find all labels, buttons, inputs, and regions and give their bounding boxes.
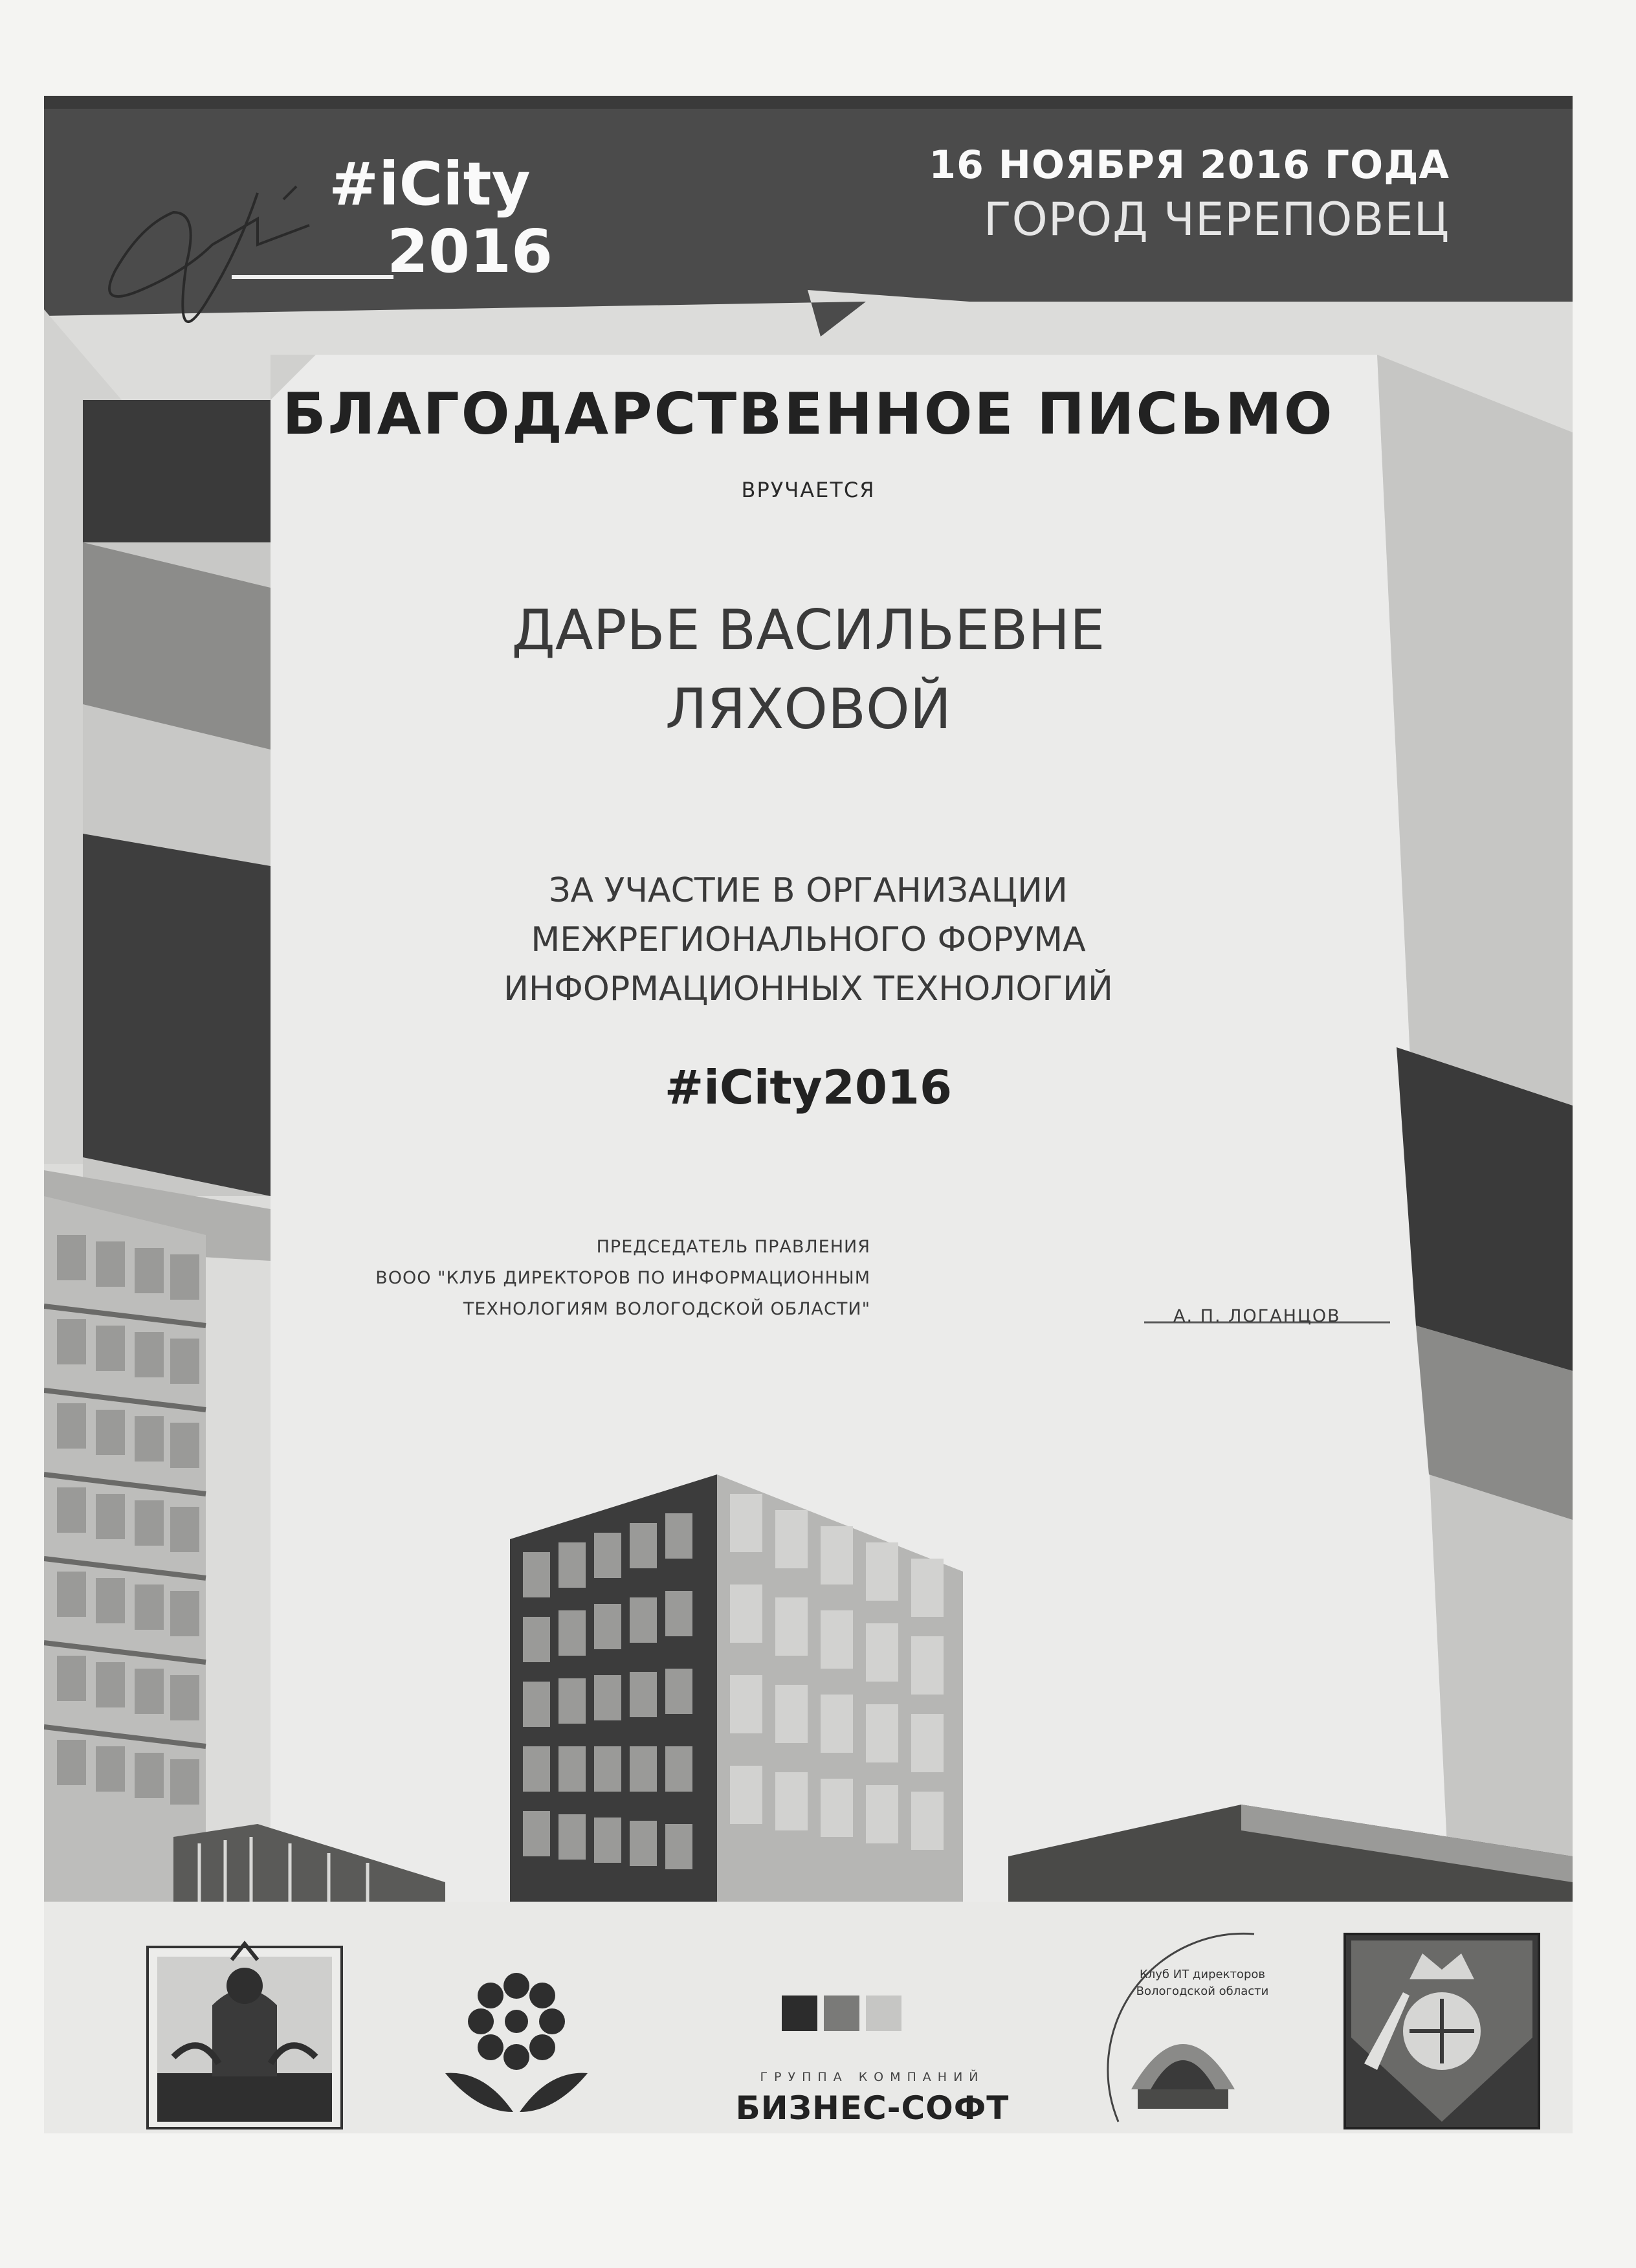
- business-soft-caption: ГРУППА КОМПАНИЙ: [760, 2070, 985, 2084]
- signatory-position-line-1: ПРЕДСЕДАТЕЛЬ ПРАВЛЕНИЯ: [596, 1237, 870, 1257]
- presented-label: ВРУЧАЕТСЯ: [741, 478, 876, 502]
- left-glass-building: [44, 1196, 206, 1902]
- logo-line-1: #iCity: [329, 150, 531, 219]
- signatory-position-line-2: ВООО "КЛУБ ДИРЕКТОРОВ ПО ИНФОРМАЦИОННЫМ: [375, 1268, 870, 1288]
- recipient-name: [44, 591, 1573, 749]
- event-date: 16 НОЯБРЯ 2016 ГОДА: [929, 142, 1450, 188]
- document-title: БЛАГОДАРСТВЕННОЕ ПИСЬМО: [282, 381, 1334, 447]
- signatory-position: [375, 1232, 870, 1325]
- recipient-line-2: ЛЯХОВОЙ: [665, 677, 952, 742]
- event-city: ГОРОД ЧЕРЕПОВЕЦ: [983, 193, 1450, 246]
- reason-line-3: ИНФОРМАЦИОННЫХ ТЕХНОЛОГИЙ: [503, 970, 1113, 1008]
- signatory-position-line-3: ТЕХНОЛОГИЯМ ВОЛОГОДСКОЙ ОБЛАСТИ": [463, 1299, 870, 1319]
- banner-edge: [44, 96, 1573, 109]
- reason-line-1: ЗА УЧАСТИЕ В ОРГАНИЗАЦИИ: [549, 871, 1068, 910]
- certificate-sheet: [44, 96, 1573, 2133]
- vologda-coat-of-arms-icon: [1345, 1934, 1539, 2128]
- business-soft-name: БИЗНЕС-СОФТ: [735, 2089, 1010, 2127]
- it-club-caption: [1105, 1966, 1299, 2000]
- business-soft-logo-icon: [782, 1996, 901, 2031]
- event-hashtag: #iCity2016: [664, 1060, 953, 1115]
- it-club-caption-line-1: Клуб ИТ директоров: [1139, 1968, 1265, 1981]
- reason-line-2: МЕЖРЕГИОНАЛЬНОГО ФОРУМА: [531, 920, 1086, 959]
- signatory-name: А. П. ЛОГАНЦОВ: [1173, 1306, 1341, 1326]
- icity-logo: [329, 151, 553, 285]
- recipient-line-1: ДАРЬЕ ВАСИЛЬЕВНЕ: [511, 598, 1105, 663]
- logo-line-2: 2016: [387, 217, 553, 286]
- it-club-caption-line-2: Вологодской области: [1136, 1984, 1269, 1998]
- cherepovets-coat-of-arms-icon: [148, 1944, 342, 2128]
- award-reason: [44, 866, 1573, 1014]
